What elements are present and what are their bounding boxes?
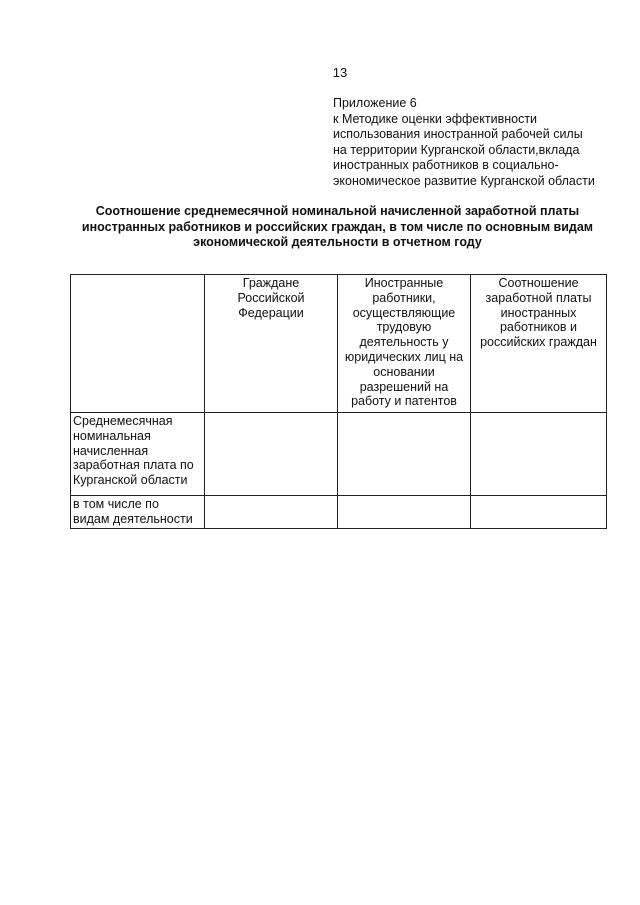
row-label-line: начисленная	[73, 443, 149, 458]
row-label-line: Курганской области	[73, 473, 188, 488]
table-cell	[471, 413, 607, 496]
title-line: экономической деятельности в отчетном году	[193, 235, 482, 250]
header-line: работников и	[499, 320, 577, 335]
row-label-line: в том числе по	[73, 497, 159, 511]
header-line: российских граждан	[480, 335, 597, 350]
header-line: Иностранные	[364, 276, 444, 290]
row-label-line: видам деятельности	[73, 511, 193, 526]
salary-ratio-table	[70, 274, 607, 529]
row-label	[71, 496, 205, 529]
table-cell	[471, 496, 607, 529]
appendix-line: Приложение 6	[333, 96, 417, 110]
table-row	[71, 496, 607, 529]
header-line: Российской	[237, 290, 305, 305]
appendix-line: иностранных работников в социально-	[333, 158, 559, 173]
header-line: разрешений на	[359, 379, 449, 394]
appendix-line: к Методике оценки эффективности	[333, 111, 538, 126]
document-title	[40, 204, 635, 251]
header-russian-citizens	[205, 275, 338, 413]
title-line: иностранных работников и российских граждан, в том числе по основным видам	[81, 219, 594, 234]
header-foreign-workers	[338, 275, 471, 413]
row-label-line: номинальная	[73, 428, 151, 443]
header-line: заработной платы	[485, 290, 592, 305]
appendix-line: на территории Курганской области,вклада	[333, 142, 580, 157]
row-label	[71, 413, 205, 496]
table-header-row	[71, 275, 607, 413]
header-line: Федерации	[238, 305, 304, 320]
appendix-line: использования иностранной рабочей силы	[333, 127, 583, 142]
header-salary-ratio	[471, 275, 607, 413]
header-line: основании	[373, 364, 435, 379]
header-empty-cell	[71, 275, 205, 413]
appendix-note	[333, 96, 623, 190]
header-line: работники,	[372, 290, 436, 305]
title-line: Соотношение среднемесячной номинальной начисленной заработной платы	[95, 204, 580, 218]
row-label-line: Среднемесячная	[73, 414, 173, 428]
table-cell	[205, 496, 338, 529]
appendix-line: экономическое развитие Курганской области	[333, 173, 595, 188]
table-cell	[338, 413, 471, 496]
header-line: иностранных	[500, 305, 577, 320]
header-line: Граждане	[242, 276, 300, 290]
header-line: юридических лиц на	[344, 349, 464, 364]
page-number: 13	[332, 65, 348, 80]
row-label-line: заработная плата по	[73, 458, 194, 473]
header-line: трудовую	[376, 320, 432, 335]
table-cell	[338, 496, 471, 529]
header-line: работу и патентов	[351, 394, 457, 409]
header-line: деятельность у	[359, 335, 449, 350]
table-cell	[205, 413, 338, 496]
header-line: Соотношение	[498, 276, 579, 290]
table-row	[71, 413, 607, 496]
header-line: осуществляющие	[352, 305, 456, 320]
